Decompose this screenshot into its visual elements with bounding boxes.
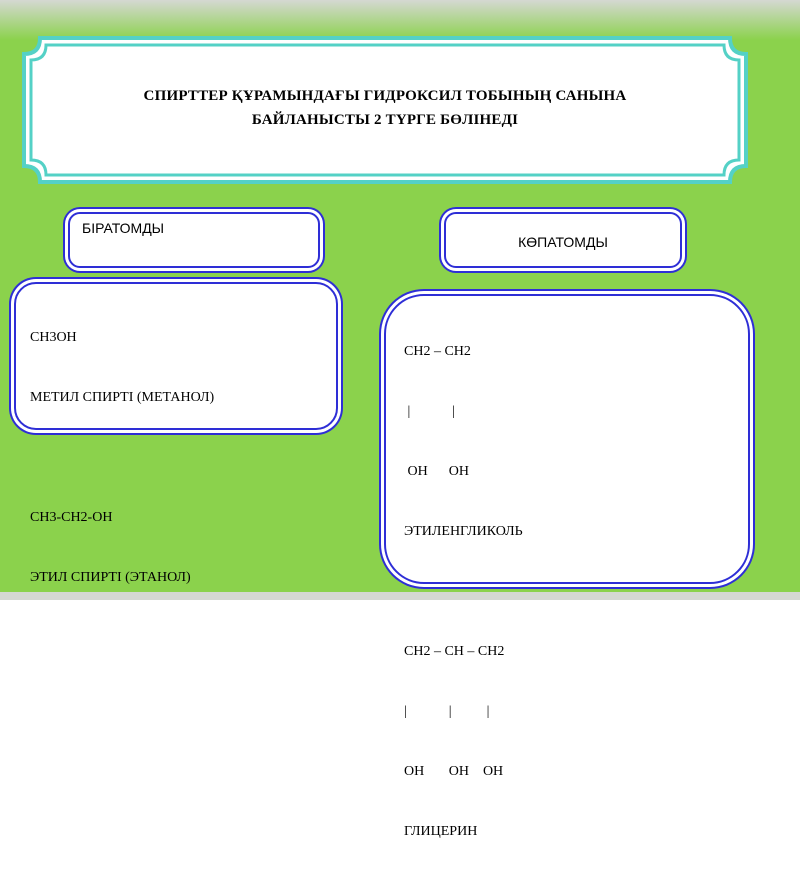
formula-ethylene-glycol-bonds: | | (404, 404, 456, 419)
slide-title (40, 84, 730, 132)
title-line-1: СПИРТТЕР ҚҰРАМЫНДАҒЫ ГИДРОКСИЛ ТОБЫНЫҢ САНЫНА (143, 88, 627, 104)
polyatomic-content-box (384, 294, 750, 839)
name-glycerin: ГЛИЦЕРИН (404, 824, 478, 839)
polyatomic-label-box (444, 212, 682, 268)
polyatomic-label: КӨПАТОМДЫ (518, 234, 608, 250)
formula-glycerin-groups: OH OH OH (404, 764, 504, 779)
name-methanol: МЕТИЛ СПИРТІ (МЕТАНОЛ) (30, 390, 215, 405)
blank-line (404, 582, 748, 602)
title-line-2: БАЙЛАНЫСТЫ 2 ТҮРГЕ БӨЛІНЕДІ (251, 112, 519, 128)
name-ethanol: ЭТИЛ СПИРТІ (ЭТАНОЛ) (30, 570, 191, 585)
name-ethylene-glycol: ЭТИЛЕНГЛИКОЛЬ (404, 524, 523, 539)
formula-ethylene-glycol-groups: OH OH (404, 464, 469, 479)
formula-glycerin-chain: CH2 – CH – CH2 (404, 644, 505, 659)
formula-glycerin-bonds: | | | (404, 704, 490, 719)
formula-ethylene-glycol-chain: CH2 – CH2 (404, 344, 471, 359)
top-band (0, 0, 800, 40)
blank-line (30, 448, 336, 468)
monoatomic-content-box (14, 282, 338, 585)
monoatomic-label-box (68, 212, 320, 268)
monoatomic-label: БІРАТОМДЫ (82, 220, 165, 236)
formula-methanol: CH3OH (30, 330, 77, 345)
formula-ethanol: CH3-CH2-OH (30, 510, 113, 525)
